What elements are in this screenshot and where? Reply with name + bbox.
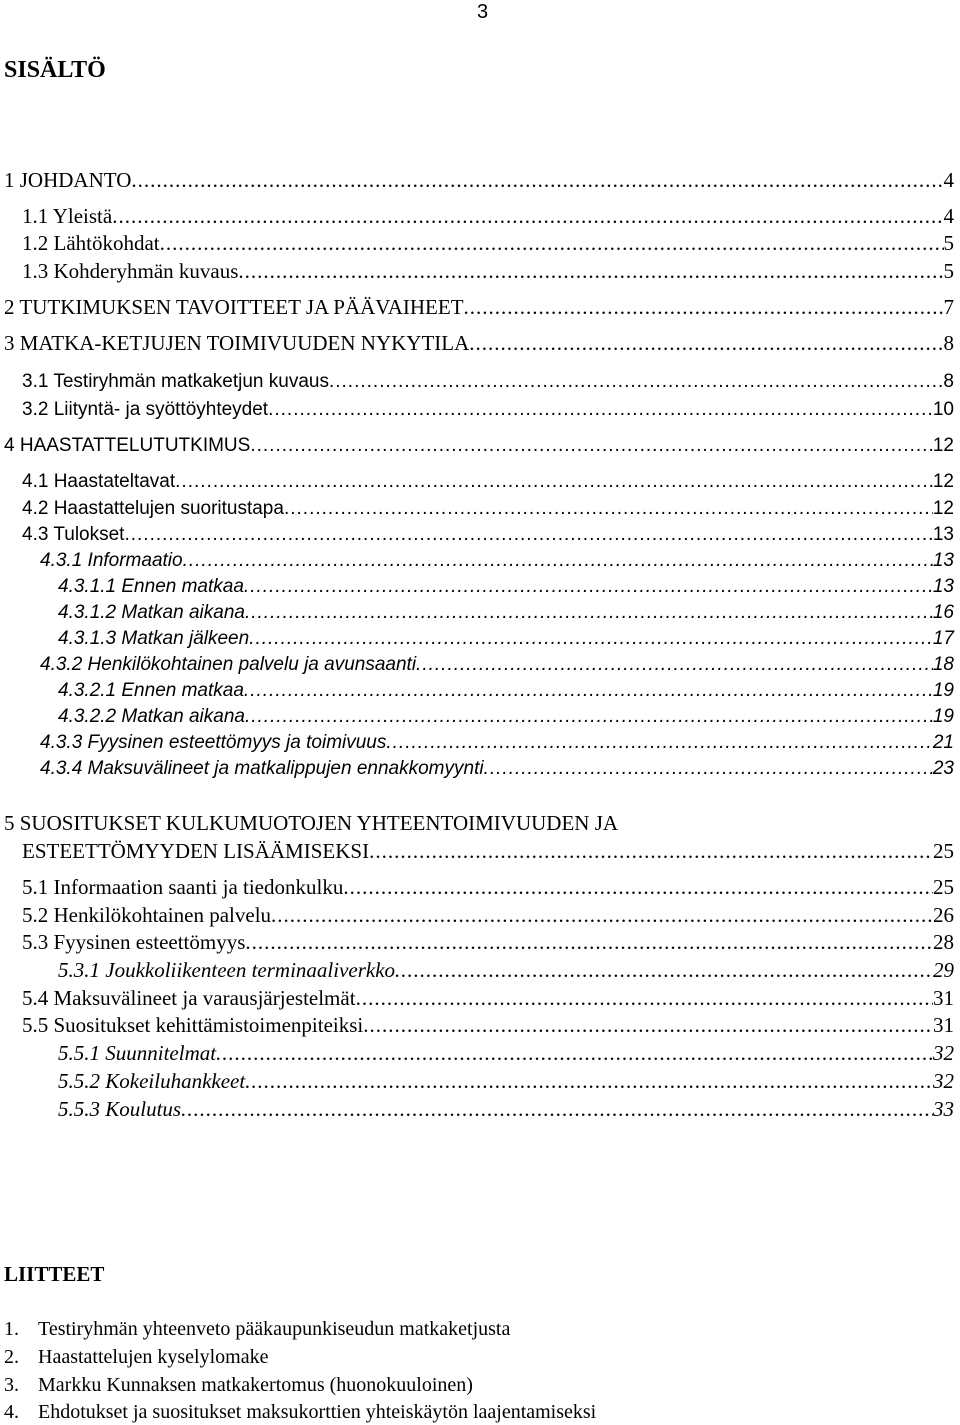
toc-entry-page: 18 [932, 654, 954, 675]
toc-entry-title: 2 TUTKIMUKSEN TAVOITTEET JA PÄÄVAIHEET [4, 295, 464, 319]
toc-leader [386, 731, 932, 755]
appendix-item [4, 1345, 268, 1369]
toc-entry[interactable] [58, 601, 954, 625]
toc-leader [271, 902, 933, 928]
toc-entry-page: 7 [943, 295, 954, 319]
toc-entry[interactable] [58, 705, 954, 729]
toc-entry-title: 1 JOHDANTO [4, 168, 132, 192]
appendices-heading: LIITTEET [4, 1262, 105, 1286]
toc-leader [469, 330, 943, 356]
toc-leader [369, 838, 933, 864]
toc-entry[interactable] [22, 230, 954, 256]
toc-entry-title: 5.5.2 Kokeiluhankkeet [58, 1069, 246, 1093]
toc-leader [250, 434, 933, 458]
toc-entry-title: 4.3.4 Maksuvälineet ja matkalippujen ennakkomyynti [40, 758, 484, 779]
toc-entry-page: 19 [932, 706, 954, 727]
toc-leader [112, 203, 943, 229]
toc-entry[interactable] [58, 957, 954, 983]
toc-entry-page: 19 [932, 680, 954, 701]
toc-entry[interactable] [22, 874, 954, 900]
toc-entry-title[interactable]: 5 SUOSITUKSET KULKUMUOTOJEN YHTEENTOIMIVUUDEN JA [4, 811, 619, 835]
toc-entry-page: 32 [933, 1069, 954, 1093]
toc-entry-page: 10 [932, 399, 954, 420]
toc-entry[interactable] [40, 731, 954, 755]
toc-entry-title: 3 MATKA-KETJUJEN TOIMIVUUDEN NYKYTILA [4, 331, 470, 355]
toc-leader [175, 470, 933, 494]
toc-entry[interactable] [40, 549, 954, 573]
toc-entry[interactable] [22, 258, 954, 284]
toc-entry[interactable] [22, 470, 954, 494]
toc-leader [363, 1012, 933, 1038]
toc-entry[interactable] [4, 167, 954, 193]
toc-entry-page: 32 [933, 1041, 954, 1065]
toc-entry-page: 4 [943, 204, 954, 228]
toc-entry-title: 1.2 Lähtökohdat [22, 231, 160, 255]
toc-entry-title: 4.3.2 Henkilökohtainen palvelu ja avunsaanti [40, 654, 417, 675]
toc-entry-title: 4.1 Haastateltavat [22, 471, 176, 492]
toc-entry-title: 4 HAASTATTELUTUTKIMUS [4, 435, 251, 456]
toc-entry[interactable] [58, 1096, 954, 1122]
toc-entry-page: 28 [933, 930, 954, 954]
toc-entry-title: 4.3.1.3 Matkan jälkeen [58, 628, 250, 649]
toc-leader [245, 705, 933, 729]
toc-entry-title: 4.3.1 Informaatio [40, 550, 183, 571]
toc-leader [416, 653, 933, 677]
appendix-number: 3. [4, 1374, 19, 1396]
toc-entry[interactable] [58, 627, 954, 651]
toc-leader [484, 757, 933, 781]
toc-entry-title: 5.1 Informaation saanti ja tiedonkulku [22, 875, 344, 899]
toc-entry-page: 8 [943, 331, 954, 355]
toc-entry-page: 5 [943, 259, 954, 283]
toc-entry-title: ESTEETTÖMYYDEN LISÄÄMISEKSI [22, 839, 370, 863]
toc-entry-page: 13 [932, 524, 954, 545]
toc-entry-page: 31 [933, 986, 954, 1010]
toc-entry-page: 8 [943, 371, 954, 392]
toc-leader [245, 929, 933, 955]
toc-entry-page: 12 [932, 498, 954, 519]
toc-entry-page: 21 [932, 732, 954, 753]
toc-leader [238, 258, 943, 284]
toc-entry-page: 16 [932, 602, 954, 623]
toc-entry-title: 5.2 Henkilökohtainen palvelu [22, 903, 272, 927]
toc-entry-title: 3.2 Liityntä- ja syöttöyhteydet [22, 399, 269, 420]
toc-entry-title: 5.3.1 Joukkoliikenteen terminaaliverkko [58, 958, 396, 982]
appendix-item [4, 1317, 510, 1341]
toc-entry-page: 31 [933, 1013, 954, 1037]
toc-entry-title: 5.5 Suositukset kehittämistoimenpiteiksi [22, 1013, 364, 1037]
toc-entry[interactable] [22, 203, 954, 229]
toc-leader [284, 497, 933, 521]
toc-entry[interactable] [40, 757, 954, 781]
appendix-text: Markku Kunnaksen matkakertomus (huonokuuloinen) [38, 1374, 473, 1396]
toc-leader [216, 1040, 933, 1066]
toc-entry-page: 26 [933, 903, 954, 927]
toc-entry[interactable] [22, 838, 954, 864]
page-number: 3 [477, 1, 489, 23]
toc-entry[interactable] [4, 434, 954, 458]
toc-entry-page: 29 [933, 958, 954, 982]
toc-entry[interactable] [4, 294, 954, 320]
toc-entry-title: 1.1 Yleistä [22, 204, 113, 228]
toc-entry[interactable] [58, 679, 954, 703]
toc-entry-title: 5.3 Fyysinen esteettömyys [22, 930, 246, 954]
appendix-text: Ehdotukset ja suositukset maksukorttien yhteiskäytön laajentamiseksi [38, 1401, 597, 1423]
toc-entry[interactable] [22, 398, 954, 422]
toc-entry[interactable] [22, 902, 954, 928]
toc-leader [249, 627, 933, 651]
toc-entry-page: 23 [932, 758, 954, 779]
toc-entry-title: 4.3.2.1 Ennen matkaa [58, 680, 244, 701]
toc-entry[interactable] [22, 523, 954, 547]
toc-leader [464, 294, 944, 320]
appendix-number: 1. [4, 1318, 19, 1340]
toc-entry[interactable] [22, 370, 954, 394]
toc-entry-title: 3.1 Testiryhmän matkaketjun kuvaus [22, 371, 329, 392]
toc-entry[interactable] [22, 985, 954, 1011]
toc-entry-page: 17 [932, 628, 954, 649]
toc-entry-page: 4 [943, 168, 954, 192]
toc-entry-title: 4.2 Haastattelujen suoritustapa [22, 498, 284, 519]
toc-leader [356, 985, 933, 1011]
toc-leader [329, 370, 943, 394]
toc-entry-title: 5.5.3 Koulutus [58, 1097, 182, 1121]
toc-entry[interactable] [58, 1040, 954, 1066]
appendix-item [4, 1373, 473, 1397]
toc-leader [245, 1068, 933, 1094]
toc-entry-title: 5.4 Maksuvälineet ja varausjärjestelmät [22, 986, 356, 1010]
toc-entry-page: 33 [933, 1097, 954, 1121]
toc-entry[interactable] [40, 653, 954, 677]
toc-entry[interactable] [58, 1068, 954, 1094]
toc-entry[interactable] [22, 929, 954, 955]
appendix-text: Testiryhmän yhteenveto pääkaupunkiseudun matkaketjusta [38, 1318, 511, 1340]
toc-leader [181, 1096, 933, 1122]
toc-entry-page: 12 [932, 435, 954, 456]
toc-entry-title: 4.3 Tulokset [22, 524, 125, 545]
toc-entry-page: 25 [933, 839, 954, 863]
toc-leader [244, 575, 933, 599]
toc-leader [160, 230, 944, 256]
toc-entry[interactable] [58, 575, 954, 599]
toc-heading: SISÄLTÖ [4, 57, 106, 83]
toc-entry-title: 4.3.2.2 Matkan aikana [58, 706, 245, 727]
toc-entry[interactable] [22, 497, 954, 521]
toc-leader [268, 398, 933, 422]
appendix-number: 4. [4, 1401, 19, 1423]
toc-entry-title: 1.3 Kohderyhmän kuvaus [22, 259, 239, 283]
toc-leader [245, 601, 933, 625]
toc-entry-page: 13 [932, 576, 954, 597]
toc-entry[interactable] [4, 330, 954, 356]
toc-entry-title: 4.3.1.2 Matkan aikana [58, 602, 245, 623]
toc-leader [343, 874, 933, 900]
toc-entry-page: 12 [932, 471, 954, 492]
toc-leader [183, 549, 933, 573]
toc-leader [124, 523, 932, 547]
appendix-text: Haastattelujen kyselylomake [38, 1346, 269, 1368]
toc-entry-page: 25 [933, 875, 954, 899]
toc-entry[interactable] [22, 1012, 954, 1038]
toc-entry-page: 5 [943, 231, 954, 255]
toc-entry-page: 13 [932, 550, 954, 571]
appendix-item [4, 1400, 596, 1424]
toc-leader [131, 167, 943, 193]
appendix-number: 2. [4, 1346, 19, 1368]
toc-entry-title: 4.3.3 Fyysinen esteettömyys ja toimivuus [40, 732, 387, 753]
toc-entry-title: 5.5.1 Suunnitelmat [58, 1041, 217, 1065]
toc-leader [244, 679, 933, 703]
toc-entry-title: 4.3.1.1 Ennen matkaa [58, 576, 244, 597]
toc-leader [395, 957, 933, 983]
